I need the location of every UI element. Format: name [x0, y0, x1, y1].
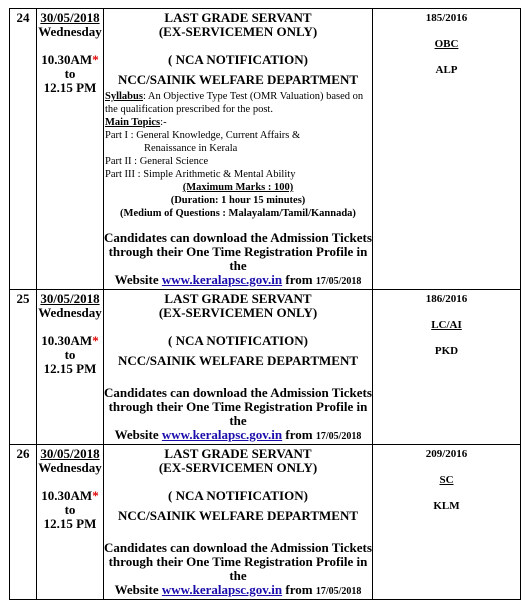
- time-footnote-mark: *: [92, 333, 99, 348]
- category-cell: [373, 290, 521, 445]
- category-number: 185/2016: [425, 12, 468, 24]
- download-notice-line-3: [104, 583, 372, 599]
- post-details-cell: [104, 9, 373, 290]
- exam-day: Wednesday: [38, 460, 102, 475]
- category-number: 209/2016: [425, 448, 468, 460]
- exam-date: 30/05/2018: [40, 10, 100, 25]
- syllabus-text: : An Objective Type Test (OMR Valuation) based on the qualification prescribed for the post.: [105, 91, 364, 115]
- table-row: [10, 290, 521, 445]
- category-cell: [373, 9, 521, 290]
- serial-number: 24: [16, 10, 30, 25]
- main-topics-suffix: :-: [160, 117, 167, 128]
- download-notice-line-2: through their One Time Registration Profile in the: [108, 244, 368, 273]
- from-text: from: [282, 272, 316, 287]
- start-time: 10.30AM: [41, 333, 93, 348]
- serial-number: 26: [16, 446, 30, 461]
- download-notice-line-2: through their One Time Registration Profile in the: [108, 399, 368, 428]
- serial-number-cell: [10, 9, 37, 290]
- website-prefix: Website: [114, 272, 162, 287]
- download-notice-line-3: [104, 428, 372, 444]
- topic-part-1: [105, 129, 371, 142]
- download-notice-line-1: Candidates can download the Admission Tickets: [104, 385, 372, 400]
- time-separator: to: [64, 502, 76, 517]
- serial-number-cell: [10, 445, 37, 600]
- part-text: : Simple Arithmetic & Mental Ability: [137, 169, 296, 180]
- serial-number-cell: [10, 290, 37, 445]
- department-name: NCC/SAINIK WELFARE DEPARTMENT: [117, 508, 359, 523]
- community: SC: [439, 474, 454, 486]
- from-text: from: [282, 427, 316, 442]
- part-text: : General Science: [134, 156, 209, 167]
- time-footnote-mark: *: [92, 52, 99, 67]
- maximum-marks: (Maximum Marks : 100): [182, 182, 294, 193]
- end-time: 12.15 PM: [43, 361, 97, 376]
- exam-schedule-table: [9, 8, 521, 600]
- part-label: Part I: [105, 130, 129, 141]
- date-time-cell: [37, 445, 104, 600]
- download-date: 17/05/2018: [315, 586, 362, 597]
- topic-part-2: [105, 155, 371, 168]
- topic-part-3: [105, 168, 371, 181]
- part-label: Part III: [105, 169, 136, 180]
- post-title: LAST GRADE SERVANT: [164, 446, 312, 461]
- post-title: LAST GRADE SERVANT: [164, 10, 312, 25]
- question-medium: (Medium of Questions : Malayalam/Tamil/Kannada): [120, 208, 356, 219]
- serial-number: 25: [16, 291, 30, 306]
- notification-type: ( NCA NOTIFICATION): [168, 333, 308, 348]
- website-prefix: Website: [114, 582, 162, 597]
- part-text: : General Knowledge, Current Affairs &: [130, 130, 301, 141]
- website-link[interactable]: www.keralapsc.gov.in: [161, 427, 283, 442]
- notification-type: ( NCA NOTIFICATION): [168, 52, 308, 67]
- part-label: Part II: [105, 156, 132, 167]
- end-time: 12.15 PM: [43, 516, 97, 531]
- district: ALP: [435, 64, 458, 76]
- download-notice-line-1: Candidates can download the Admission Tickets: [104, 540, 372, 555]
- topic-part-1-cont: Renaissance in Kerala: [144, 143, 238, 154]
- syllabus-label: Syllabus: [105, 91, 143, 102]
- start-time: 10.30AM: [41, 52, 93, 67]
- post-details-cell: [104, 445, 373, 600]
- district: KLM: [433, 500, 460, 512]
- post-subtitle: (EX-SERVICEMEN ONLY): [158, 305, 318, 320]
- download-notice-line-2: through their One Time Registration Profile in the: [108, 554, 368, 583]
- date-time-cell: [37, 9, 104, 290]
- exam-duration: (Duration: 1 hour 15 minutes): [170, 195, 306, 206]
- table-row: [10, 445, 521, 600]
- end-time: 12.15 PM: [43, 80, 97, 95]
- download-notice-line-1: Candidates can download the Admission Tickets: [104, 230, 372, 245]
- department-name: NCC/SAINIK WELFARE DEPARTMENT: [117, 72, 359, 87]
- time-separator: to: [64, 347, 76, 362]
- table-row: [10, 9, 521, 290]
- post-subtitle: (EX-SERVICEMEN ONLY): [158, 460, 318, 475]
- website-prefix: Website: [114, 427, 162, 442]
- category-number: 186/2016: [425, 293, 468, 305]
- notification-type: ( NCA NOTIFICATION): [168, 488, 308, 503]
- community: OBC: [434, 38, 459, 50]
- exam-day: Wednesday: [38, 305, 102, 320]
- district: PKD: [434, 345, 459, 357]
- start-time: 10.30AM: [41, 488, 93, 503]
- download-notice-line-3: [104, 273, 372, 289]
- main-topics-label: Main Topics: [105, 117, 161, 128]
- exam-day: Wednesday: [38, 24, 102, 39]
- website-link[interactable]: www.keralapsc.gov.in: [161, 582, 283, 597]
- post-title: LAST GRADE SERVANT: [164, 291, 312, 306]
- date-time-cell: [37, 290, 104, 445]
- community: LC/AI: [431, 319, 462, 331]
- post-details-cell: [104, 290, 373, 445]
- download-date: 17/05/2018: [315, 276, 362, 287]
- category-cell: [373, 445, 521, 600]
- syllabus-block: [104, 90, 372, 220]
- exam-date: 30/05/2018: [40, 291, 100, 306]
- website-link[interactable]: www.keralapsc.gov.in: [161, 272, 283, 287]
- time-footnote-mark: *: [92, 488, 99, 503]
- department-name: NCC/SAINIK WELFARE DEPARTMENT: [117, 353, 359, 368]
- exam-date: 30/05/2018: [40, 446, 100, 461]
- post-subtitle: (EX-SERVICEMEN ONLY): [158, 24, 318, 39]
- time-separator: to: [64, 66, 76, 81]
- download-date: 17/05/2018: [315, 431, 362, 442]
- from-text: from: [282, 582, 316, 597]
